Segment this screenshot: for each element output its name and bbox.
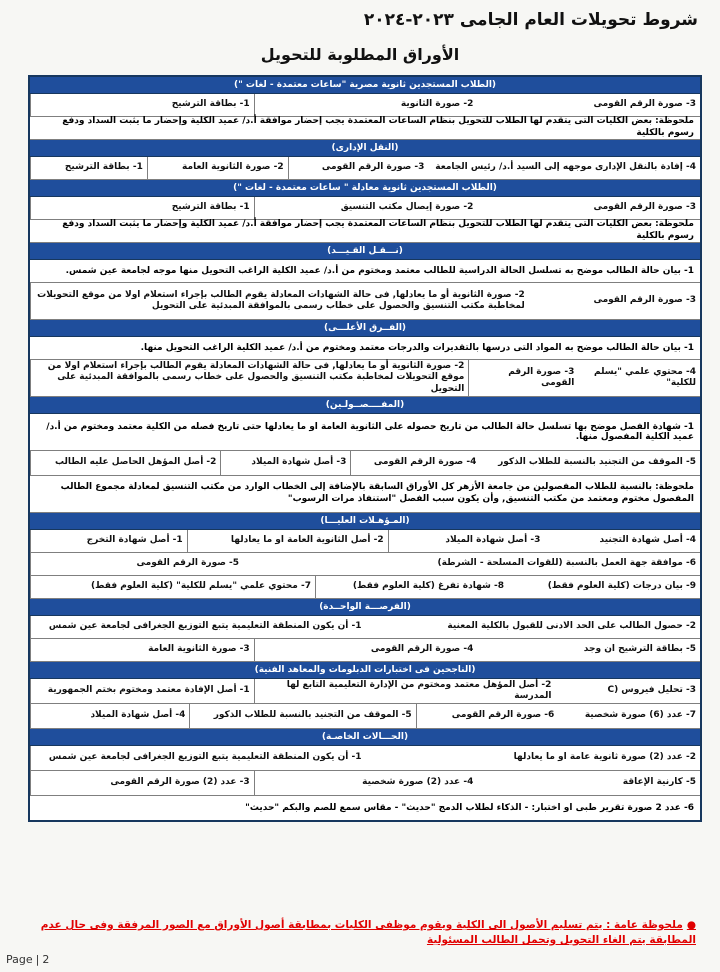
table-cell: 3- صورة الرقم القومى (593, 202, 697, 213)
section-note: ملحوظة: بعض الكليات التى يتقدم لها الطلاب للتحويل بنظام الساعات المعتمدة يجب إحضار موافقة أ.د/ عميد الكلية وإحضار ما يثبت السداد ودفع رسوم بالكلية (62, 219, 694, 241)
section-header: (الناجحين فى اختبارات الدبلومات والمعاهد الفنية) (30, 662, 700, 679)
page-subtitle: الأوراق المطلوبة للتحويل (260, 45, 460, 64)
table-row (30, 746, 700, 771)
section-header: (المفــــصــولـين) (30, 397, 700, 414)
table-cell: 1- بطاقة الترشيح (30, 94, 254, 116)
section-note: ملحوظة: بعض الكليات التى يتقدم لها الطلاب للتحويل بنظام الساعات المعتمدة يجب إحضار موافقة أ.د/ عميد الكلية وإحضار ما يثبت السداد ودفع رسوم بالكلية (62, 116, 694, 138)
table-cell: 5- كارنية الإعاقة (622, 777, 697, 788)
general-note-text: ملحوظة عامة : يتم تسليم الأصول الى الكلية ويقوم موظفى الكليات بمطابقة أصول الأوراق مع الصور المرفقة وفى حال عدم المطابقة يتم الغاء التحويل وتحمل الطالب المسئولية (40, 919, 696, 947)
table-row (30, 704, 700, 729)
note-row (30, 117, 700, 140)
table-cell: 1- بطاقة الترشيح (30, 197, 254, 219)
table-cell: 1- شهادة الفصل موضح بها تسلسل حالة الطالب من تاريخ حصوله على الثانوية العامة او ما يعادلها حتى تاريخ فصله من الكلية معتمد ومختوم من أ.د/ عميد الكلية المفصول منها. (46, 422, 694, 442)
table-row (30, 553, 700, 576)
table-row (30, 771, 700, 796)
table-cell: 3- تحليل فيروس (C (607, 685, 697, 696)
table-cell: 1- بيان حالة الطالب موضح به تسلسل الحالة الدراسية للطالب معتمد ومختوم من أ.د/ عميد الكلية الراغب التحويل منها موجه لجامعة عين شمس. (65, 266, 694, 276)
table-cell: 1- أصل شهادة التخرج (30, 530, 187, 552)
table-cell: 6- صورة الرقم القومى (416, 704, 559, 728)
table-cell: 1- بطاقة الترشيح (30, 157, 147, 179)
table-row (30, 616, 700, 639)
section-header: (النقل الإدارى) (30, 140, 700, 157)
table-cell: 3- صورة الثانوية العامة (30, 639, 254, 661)
section-header: (الحـــالات الخاصـة) (30, 729, 700, 746)
table-cell: 5- بطاقة الترشيح ان وجد (583, 644, 697, 655)
table-row (30, 576, 700, 599)
table-cell: 1- أن يكون المنطقة التعليمية يتبع التوزيع الجغرافى لجامعة عين شمس (30, 616, 366, 638)
footer-separator: | (35, 953, 40, 966)
table-row (30, 197, 700, 220)
table-cell: 4- أصل شهادة الميلاد (30, 704, 189, 728)
table-cell: 4- صورة الرقم القومى (350, 451, 480, 475)
section-header: (الفــرق الأعلـــى) (30, 320, 700, 337)
table-cell: 4- عدد (2) صورة شخصية (254, 771, 478, 795)
bullet-icon: ● (686, 919, 696, 931)
table-row (30, 639, 700, 662)
note-row (30, 476, 700, 513)
table-row (30, 530, 700, 553)
note-row (30, 220, 700, 243)
section-header: (الطلاب المستجدين ثانوية مصرية "ساعات معتمدة - لغات ") (30, 77, 700, 94)
table-cell: 2- أصل المؤهل معتمد ومختوم من الإدارة التعليمية التابع لها المدرسة (254, 679, 556, 703)
table-cell: 2- أصل المؤهل الحاصل عليه الطالب (30, 451, 220, 475)
table-cell: 2- أصل الثانوية العامة او ما يعادلها (187, 530, 388, 552)
table-row (30, 260, 700, 283)
table-cell: 9- بيان درجات (كلية العلوم فقط) (547, 581, 696, 592)
table-cell: 3- صورة الرقم القومى (593, 295, 696, 306)
table-row (30, 414, 700, 451)
section-header: (الطلاب المستجدين ثانوية معادلة " ساعات معتمدة - لغات ") (30, 180, 700, 197)
table-row (30, 94, 700, 117)
table-cell: 7- عدد (6) صورة شخصية (584, 710, 696, 721)
table-cell: 8- شهادة تفرغ (كلية العلوم فقط) (315, 576, 508, 598)
footer-page-number: 2 (42, 953, 50, 966)
section-header: (الفرصـــة الواحــدة) (30, 599, 700, 616)
footer-page-label: Page (6, 953, 33, 966)
table-cell: 5- الموقف من التجنيد بالنسبة للطلاب الذكور (498, 457, 696, 468)
table-row (30, 157, 700, 180)
table-cell: 4- محتوي علمي "يسلم للكلية" (594, 366, 696, 388)
table-cell: 7- محتوي علمي "يسلم للكلية" (كلية العلوم فقط) (30, 576, 315, 598)
table-cell: 4- أصل شهادة التجنيد (599, 535, 696, 546)
table-row (30, 451, 700, 476)
table-row (30, 360, 700, 397)
table-row (30, 337, 700, 360)
table-cell: 6- عدد 2 صورة تقرير طبى او اختبار: - الذكاء لطلاب الدمج "حديث" - مقاس سمع للصم والبكم "حديث" (245, 803, 694, 813)
table-cell: 5- صورة الرقم القومى (30, 553, 243, 575)
table-cell: 1- أن يكون المنطقة التعليمية يتبع التوزيع الجغرافى لجامعة عين شمس (30, 746, 366, 770)
table-cell: 1- بيان حالة الطالب موضح به المواد التى درسها بالتقديرات والدرجات معتمد ومختوم من أ.د/ عميد الكلية الراغب التحويل منها. (140, 343, 694, 353)
requirements-table (28, 75, 702, 822)
table-cell: 3- أصل شهادة الميلاد (220, 451, 350, 475)
table-cell: 3- صورة الرقم القومى (593, 99, 697, 110)
section-header: (المـؤهـلات العليـــا) (30, 513, 700, 530)
table-cell: 4- إفادة بالنقل الإدارى موجهه إلى السيد أ.د/ رئيس الجامعة (435, 162, 696, 173)
table-cell: 2- صورة إيصال مكتب التنسيق (254, 197, 478, 219)
table-cell: 3- عدد (2) صورة الرقم القومى (30, 771, 254, 795)
table-cell: 3- صورة الرقم القومى (288, 157, 429, 179)
table-cell: 2- عدد (2) صورة ثانوية عامة او ما يعادلها (513, 752, 696, 763)
table-cell: 3- صورة الرقم القومى (468, 360, 578, 396)
table-row (30, 796, 700, 820)
table-cell: 3- أصل شهادة الميلاد (388, 530, 545, 552)
general-note (34, 918, 696, 948)
table-cell: 6- موافقة جهة العمل بالنسبة (للقوات المسلحة - الشرطة) (437, 558, 696, 569)
page-title: شروط تحويلات العام الجامى ٢٠٢٣-٢٠٢٤ (363, 10, 698, 30)
table-cell: 1- أصل الإفادة معتمد ومختوم بختم الجمهورية (30, 679, 254, 703)
table-cell: 2- صورة الثانوية أو ما يعادلها, فى حالة الشهادات المعادلة يقوم الطالب بإجراء استعلام اولا من موقع التحويلات لمخاطبة مكتب التنسيق والحصول على خطاب رسمى بالموافقة المبدئية على التحويل (30, 360, 468, 396)
table-cell: 2- صورة الثانوية أو ما يعادلها, فى حالة الشهادات المعادلة يقوم الطالب بإجراء استعلام اولا من موقع التحويلات لمخاطبة مكتب التنسيق والحصول على خطاب رسمى بالموافقة المبدئية على التحويل (30, 283, 529, 319)
table-cell: 5- الموقف من التجنيد بالنسبة للطلاب الذكور (189, 704, 415, 728)
table-cell: 2- حصول الطالب على الحد الادنى للقبول بالكلية المعنية (447, 621, 696, 632)
table-row (30, 679, 700, 704)
section-header: (نـــقـل القـيـــد) (30, 243, 700, 260)
table-cell: 2- صورة الثانوية العامة (147, 157, 288, 179)
page-footer (6, 953, 49, 966)
table-cell: 4- صورة الرقم القومى (254, 639, 478, 661)
section-note: ملحوظة: بالنسبة للطلاب المفصولين من جامعة الأزهر كل الأوراق السابقة بالإضافة إلى الخطاب الوارد من مكتب التنسيق لمعادلة مجموع الطالب المفصول مختوم ومعتمد من مكتب التنسيق, وأن يكون سبب الفصل "استنفاذ مرات الرسوب" (60, 482, 694, 504)
table-row (30, 283, 700, 320)
table-cell: 2- صورة الثانوية (254, 94, 478, 116)
